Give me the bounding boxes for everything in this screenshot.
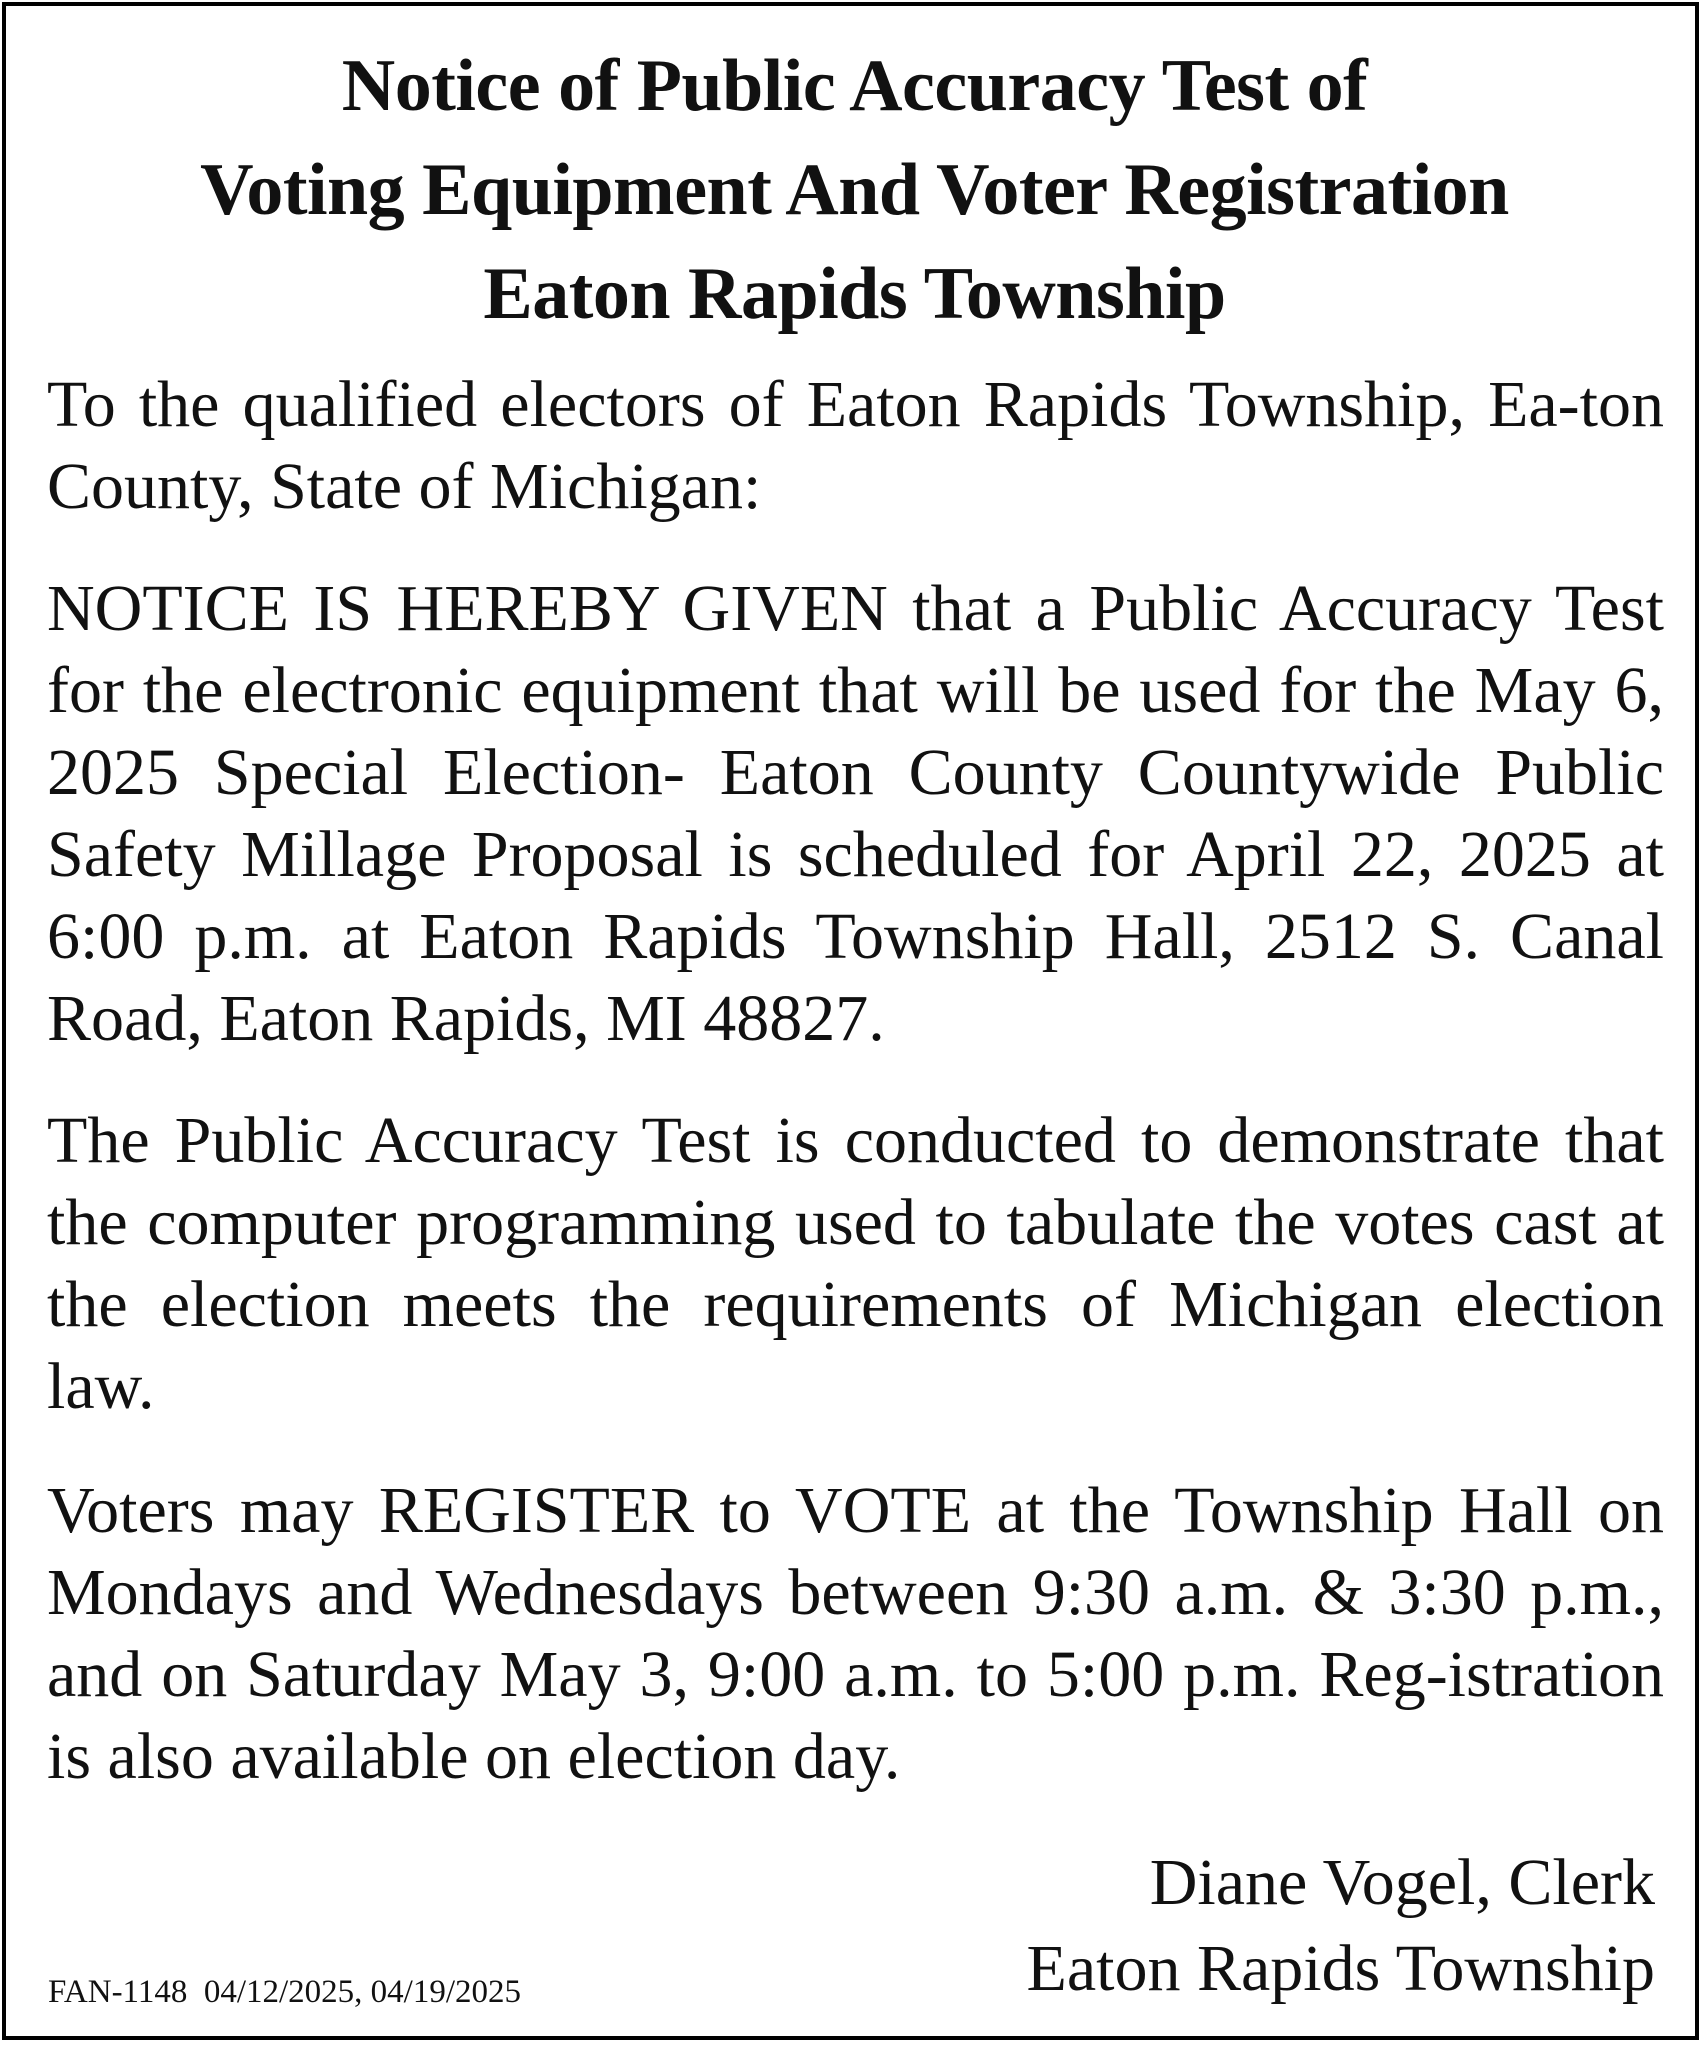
salutation-paragraph: To the qualified electors of Eaton Rapids Township, Ea-ton County, State of Michigan:	[47, 368, 1664, 523]
title-line: Eaton Rapids Township	[483, 253, 1226, 335]
publication-code: FAN-1148 04/12/2025, 04/19/2025	[48, 1974, 522, 2010]
registration-paragraph: Voters may REGISTER to VOTE at the Township Hall on Mondays and Wednesdays between 9:30 a.m. & 3:30 p.m., and on Saturday May 3, 9:00 a.m. to 5:00 p.m. Reg-istration is also available on election day.	[47, 1474, 1664, 1793]
signature-block	[1027, 1840, 1655, 2012]
notice-frame	[2, 2, 1699, 2040]
title-line: Notice of Public Accuracy Test of	[341, 45, 1368, 127]
signature-name: Diane Vogel, Clerk	[1149, 1846, 1655, 1919]
notice-title	[6, 34, 1703, 346]
purpose-paragraph: The Public Accuracy Test is conducted to demonstrate that the computer programming used to tabulate the votes cast at the election meets the requirements of Michigan election law.	[47, 1104, 1664, 1423]
title-line: Voting Equipment And Voter Registration	[200, 149, 1509, 231]
notice-paragraph: NOTICE IS HEREBY GIVEN that a Public Accuracy Test for the electronic equipment that will be used for the May 6, 2025 Special Election- Eaton County Countywide Public Safety Millage Proposal is scheduled for April 22, 2025 at 6:00 p.m. at Eaton Rapids Township Hall, 2512 S. Canal Road, Eaton Rapids, MI 48827.	[47, 572, 1664, 1055]
signature-organization: Eaton Rapids Township	[1026, 1932, 1655, 2005]
